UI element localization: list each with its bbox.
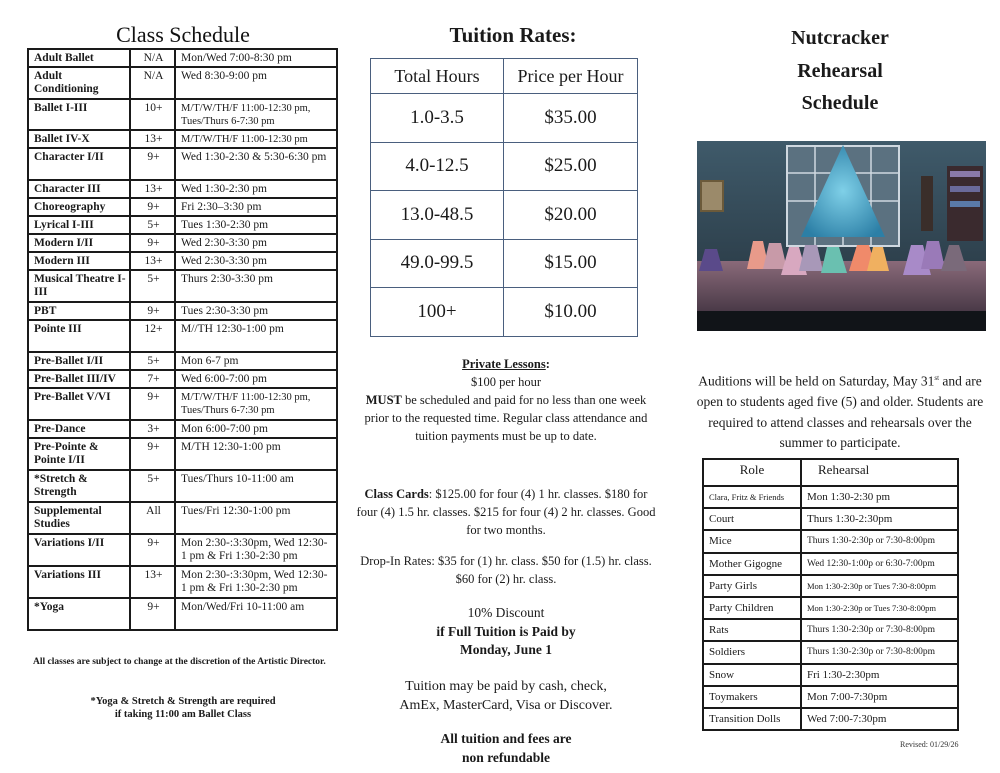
table-row (28, 502, 337, 534)
table-row (703, 597, 958, 619)
class-age: 5+ (130, 470, 175, 502)
rehearsal-time: Fri 1:30-2:30pm (801, 664, 958, 686)
table-header-row (703, 459, 958, 486)
class-name: Pre-Dance (28, 420, 130, 438)
table-row (28, 130, 337, 148)
nutcracker-stage-photo (697, 141, 986, 331)
private-lessons-heading: Private Lessons (462, 357, 546, 371)
table-row (28, 598, 337, 630)
hours-range: 49.0-99.5 (371, 239, 504, 288)
discount-line: 10% Discount (467, 605, 545, 620)
hours-range: 4.0-12.5 (371, 142, 504, 191)
class-time: Wed 8:30-9:00 pm (175, 67, 337, 99)
class-name: Variations III (28, 566, 130, 598)
title-line: Nutcracker (791, 27, 889, 49)
table-row (28, 352, 337, 370)
table-row (703, 664, 958, 686)
class-time: Tues 1:30-2:30 pm (175, 216, 337, 234)
class-name: Lyrical I-III (28, 216, 130, 234)
class-name: Pre-Ballet I/II (28, 352, 130, 370)
rehearsal-time: Thurs 1:30-2:30p or 7:30-8:00pm (801, 530, 958, 552)
class-time: Mon 6:00-7:00 pm (175, 420, 337, 438)
table-row (28, 252, 337, 270)
revised-date: Revised: 01/29/26 (900, 740, 959, 749)
required-note-line: if taking 11:00 am Ballet Class (114, 709, 252, 720)
refund-policy (356, 730, 656, 767)
payment-methods (356, 677, 656, 715)
class-name: Character III (28, 180, 130, 198)
table-row (28, 270, 337, 302)
class-cards-block (356, 485, 656, 539)
class-age: N/A (130, 67, 175, 99)
nutcracker-section (690, 22, 990, 749)
class-time: M/T/W/TH/F 11:00-12:30 pm, Tues/Thurs 6-7:30 pm (175, 99, 337, 130)
hours-range: 13.0-48.5 (371, 191, 504, 240)
class-name: PBT (28, 302, 130, 320)
class-age: 5+ (130, 270, 175, 302)
class-time: M/TH 12:30-1:00 pm (175, 438, 337, 470)
class-time: Mon 2:30-:3:30pm, Wed 12:30-1 pm & Fri 1:30-2:30 pm (175, 534, 337, 566)
class-time: Wed 2:30-3:30 pm (175, 252, 337, 270)
hours-range: 1.0-3.5 (371, 94, 504, 143)
role-name: Mice (703, 530, 801, 552)
class-name: Choreography (28, 198, 130, 216)
class-time: Thurs 2:30-3:30 pm (175, 270, 337, 302)
table-row (28, 180, 337, 198)
class-schedule-section (27, 22, 339, 720)
table-row (28, 99, 337, 130)
table-row (28, 49, 337, 67)
rehearsal-time: Thurs 1:30-2:30pm (801, 508, 958, 530)
class-age: 13+ (130, 252, 175, 270)
hourly-price: $10.00 (504, 288, 638, 337)
table-row (703, 641, 958, 663)
table-row (28, 234, 337, 252)
hourly-price: $20.00 (504, 191, 638, 240)
role-name: Party Children (703, 597, 801, 619)
class-time: Mon 2:30-:3:30pm, Wed 12:30-1 pm & Fri 1:30-2:30 pm (175, 566, 337, 598)
payment-line: Tuition may be paid by cash, check, (405, 679, 607, 694)
class-name: Character I/II (28, 148, 130, 180)
class-time: Mon/Wed 7:00-8:30 pm (175, 49, 337, 67)
class-age: 12+ (130, 320, 175, 352)
class-time: Wed 1:30-2:30 & 5:30-6:30 pm (175, 148, 337, 180)
class-time: Tues/Thurs 10-11:00 am (175, 470, 337, 502)
class-time: Tues/Fri 12:30-1:00 pm (175, 502, 337, 534)
class-name: Modern I/II (28, 234, 130, 252)
role-name: Mother Gigogne (703, 553, 801, 575)
class-name: Pre-Ballet III/IV (28, 370, 130, 388)
rehearsal-time: Mon 1:30-2:30p or Tues 7:30-8:00pm (801, 575, 958, 597)
table-row (28, 216, 337, 234)
table-row (28, 148, 337, 180)
class-name: Ballet IV-X (28, 130, 130, 148)
title-line: Rehearsal (797, 59, 883, 82)
class-age: 13+ (130, 180, 175, 198)
private-lessons-block (356, 355, 656, 445)
table-row (703, 619, 958, 641)
class-name: Adult Conditioning (28, 67, 130, 99)
date-ordinal: st (934, 374, 940, 382)
rehearsal-time: Mon 1:30-2:30p or Tues 7:30-8:00pm (801, 597, 958, 619)
class-name: Pre-Ballet V/VI (28, 388, 130, 420)
rehearsal-time: Thurs 1:30-2:30p or 7:30-8:00pm (801, 619, 958, 641)
table-row (371, 142, 638, 191)
class-age: 13+ (130, 566, 175, 598)
tuition-section (356, 22, 656, 765)
table-row (703, 686, 958, 708)
class-time: M//TH 12:30-1:00 pm (175, 320, 337, 352)
class-age: 9+ (130, 234, 175, 252)
class-time: Fri 2:30–3:30 pm (175, 198, 337, 216)
discount-line: if Full Tuition is Paid by (436, 623, 576, 639)
class-name: *Yoga (28, 598, 130, 630)
rehearsal-table (702, 458, 959, 731)
table-row (28, 438, 337, 470)
table-row (28, 320, 337, 352)
payment-line: AmEx, MasterCard, Visa or Discover. (399, 698, 613, 713)
class-schedule-table (27, 48, 338, 631)
class-time: M/T/W/TH/F 11:00-12:30 pm (175, 130, 337, 148)
class-time: Wed 6:00-7:00 pm (175, 370, 337, 388)
table-row (28, 388, 337, 420)
tuition-rates-table (370, 58, 638, 337)
class-age: N/A (130, 49, 175, 67)
table-row (28, 566, 337, 598)
role-name: Rats (703, 619, 801, 641)
private-lessons-rate: $100 per hour (470, 375, 542, 389)
policy-text: be scheduled and paid for no less than one week prior to the requested time. Regular class attendance and tuition payments must be up to date. (364, 393, 648, 443)
class-name: Ballet I-III (28, 99, 130, 130)
refund-line: All tuition and fees are (440, 731, 572, 746)
class-name: Supplemental Studies (28, 502, 130, 534)
class-age: 3+ (130, 420, 175, 438)
class-age: 10+ (130, 99, 175, 130)
table-row (703, 486, 958, 508)
header-role: Role (703, 459, 801, 486)
table-row (371, 191, 638, 240)
hourly-price: $25.00 (504, 142, 638, 191)
table-row (703, 575, 958, 597)
nutcracker-title (690, 22, 990, 120)
change-disclaimer: All classes are subject to change at the discretion of the Artistic Director. (33, 657, 326, 667)
header-rehearsal: Rehearsal (801, 459, 958, 486)
class-age: 9+ (130, 388, 175, 420)
role-name: Clara, Fritz & Friends (703, 486, 801, 508)
role-name: Transition Dolls (703, 708, 801, 730)
hours-range: 100+ (371, 288, 504, 337)
class-time: Wed 1:30-2:30 pm (175, 180, 337, 198)
auditions-text: and are open to students aged five (5) and older. Students are required to attend classes and rehearsals over the summer to participate. (696, 373, 984, 450)
class-name: Variations I/II (28, 534, 130, 566)
table-row (28, 470, 337, 502)
header-price-per-hour: Price per Hour (504, 59, 638, 94)
class-age: 9+ (130, 598, 175, 630)
table-row (703, 508, 958, 530)
table-row (371, 288, 638, 337)
rehearsal-time: Wed 7:00-7:30pm (801, 708, 958, 730)
title-line: Schedule (801, 92, 879, 114)
table-row (28, 302, 337, 320)
table-row (28, 534, 337, 566)
role-name: Toymakers (703, 686, 801, 708)
table-row (703, 530, 958, 552)
class-age: 5+ (130, 352, 175, 370)
class-name: Modern III (28, 252, 130, 270)
refund-line: non refundable (462, 749, 550, 765)
must-emphasis: MUST (365, 393, 402, 407)
class-name: Adult Ballet (28, 49, 130, 67)
role-name: Snow (703, 664, 801, 686)
class-time: Wed 2:30-3:30 pm (175, 234, 337, 252)
class-name: Pointe III (28, 320, 130, 352)
table-row (703, 708, 958, 730)
class-name: *Stretch & Strength (28, 470, 130, 502)
class-cards-text: : $125.00 for four (4) 1 hr. classes. $180 for four (4) 1.5 hr. classes. $215 for four (4) 2 hr. classes. Good for two months. (356, 487, 656, 537)
class-age: 9+ (130, 438, 175, 470)
class-age: 9+ (130, 534, 175, 566)
header-total-hours: Total Hours (371, 59, 504, 94)
stage-scene-illustration (697, 141, 986, 331)
table-row (28, 420, 337, 438)
discount-line: Monday, June 1 (460, 642, 552, 657)
table-row (28, 370, 337, 388)
hourly-price: $15.00 (504, 239, 638, 288)
drop-in-rates: Drop-In Rates: $35 for (1) hr. class. $50 for (1.5) hr. class. $60 for (2) hr. class. (360, 554, 652, 586)
required-classes-note (27, 695, 339, 721)
table-row (28, 67, 337, 99)
class-age: 7+ (130, 370, 175, 388)
class-cards-label: Class Cards (364, 487, 429, 501)
class-age: All (130, 502, 175, 534)
table-row (703, 553, 958, 575)
role-name: Court (703, 508, 801, 530)
private-lessons-policy (356, 391, 656, 445)
required-note-line: *Yoga & Stretch & Strength are required (90, 696, 276, 707)
rehearsal-time: Thurs 1:30-2:30p or 7:30-8:00pm (801, 641, 958, 663)
class-schedule-title: Class Schedule (116, 22, 250, 47)
class-time: Tues 2:30-3:30 pm (175, 302, 337, 320)
class-age: 9+ (130, 148, 175, 180)
class-time: Mon 6-7 pm (175, 352, 337, 370)
role-name: Party Girls (703, 575, 801, 597)
class-time: Mon/Wed/Fri 10-11:00 am (175, 598, 337, 630)
class-name: Pre-Pointe & Pointe I/II (28, 438, 130, 470)
tuition-title: Tuition Rates: (449, 23, 577, 47)
auditions-text: Auditions will be held on Saturday, May 31 (698, 373, 935, 389)
private-lessons-colon: : (545, 357, 550, 371)
class-time: M/T/W/TH/F 11:00-12:30 pm, Tues/Thurs 6-7:30 pm (175, 388, 337, 420)
auditions-info (690, 368, 990, 454)
class-age: 13+ (130, 130, 175, 148)
table-row (28, 198, 337, 216)
class-age: 9+ (130, 198, 175, 216)
class-age: 9+ (130, 302, 175, 320)
discount-block (356, 604, 656, 660)
table-row (371, 239, 638, 288)
rehearsal-time: Wed 12:30-1:00p or 6:30-7:00pm (801, 553, 958, 575)
class-age: 5+ (130, 216, 175, 234)
hourly-price: $35.00 (504, 94, 638, 143)
table-row (371, 94, 638, 143)
role-name: Soldiers (703, 641, 801, 663)
class-name: Musical Theatre I-III (28, 270, 130, 302)
rehearsal-time: Mon 1:30-2:30 pm (801, 486, 958, 508)
rehearsal-time: Mon 7:00-7:30pm (801, 686, 958, 708)
table-header-row (371, 59, 638, 94)
